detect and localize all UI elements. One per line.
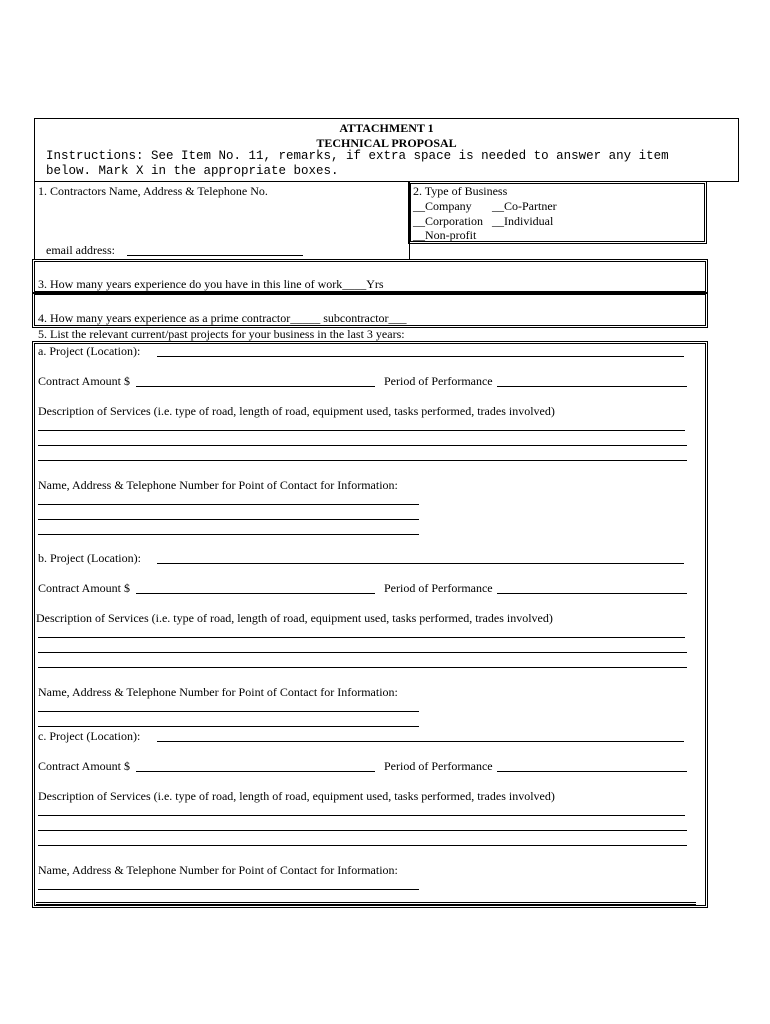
instructions-line-2: below. Mark X in the appropriate boxes. xyxy=(46,164,339,178)
project-a-location-field[interactable] xyxy=(157,356,684,357)
project-b-location-label: b. Project (Location): xyxy=(38,551,141,565)
project-c-contract-label: Contract Amount $ xyxy=(38,759,130,773)
contractor-name-field[interactable] xyxy=(38,199,403,239)
project-b-contract-label: Contract Amount $ xyxy=(38,581,130,595)
form-subtitle: TECHNICAL PROPOSAL xyxy=(316,136,457,150)
email-field[interactable] xyxy=(127,255,303,256)
project-c-period-label: Period of Performance xyxy=(384,759,493,773)
projects-list-label: 5. List the relevant current/past projects for your business in the last 3 years: xyxy=(38,327,405,341)
email-label: email address: xyxy=(46,243,115,257)
project-a-contract-field[interactable] xyxy=(136,386,375,387)
project-c-description-label: Description of Services (i.e. type of road, length of road, equipment used, tasks performed, trades involved) xyxy=(38,789,555,803)
project-b-contact-label: Name, Address & Telephone Number for Point of Contact for Information: xyxy=(38,685,398,699)
business-type-label: 2. Type of Business xyxy=(413,184,508,198)
project-b-period-label: Period of Performance xyxy=(384,581,493,595)
option-co-partner[interactable]: __Co-Partner xyxy=(492,199,557,213)
project-c-contract-field[interactable] xyxy=(136,771,375,772)
instructions-line-1: Instructions: See Item No. 11, remarks, if extra space is needed to answer any item xyxy=(46,149,669,163)
project-b-description-line-2[interactable] xyxy=(38,652,687,653)
project-c-location-field[interactable] xyxy=(157,741,684,742)
project-b-location-field[interactable] xyxy=(157,563,684,564)
form-title: ATTACHMENT 1 xyxy=(339,121,434,135)
project-a-description-label: Description of Services (i.e. type of road, length of road, equipment used, tasks performed, trades involved) xyxy=(38,404,555,418)
project-a-contact-line-1[interactable] xyxy=(38,504,419,505)
project-c-location-label: c. Project (Location): xyxy=(38,729,141,743)
project-a-description-line-3[interactable] xyxy=(38,460,687,461)
project-a-period-field[interactable] xyxy=(497,386,687,387)
project-b-description-line-3[interactable] xyxy=(38,667,687,668)
option-individual[interactable]: __Individual xyxy=(492,214,554,228)
project-b-period-field[interactable] xyxy=(497,593,687,594)
project-a-location-label: a. Project (Location): xyxy=(38,344,141,358)
project-a-contact-line-2[interactable] xyxy=(38,519,419,520)
project-b-contact-line-1[interactable] xyxy=(38,711,419,712)
prime-sub-label[interactable]: 4. How many years experience as a prime contractor_____ subcontractor___ xyxy=(38,311,407,325)
project-c-contact-label: Name, Address & Telephone Number for Point of Contact for Information: xyxy=(38,863,398,877)
project-a-description-line-1[interactable] xyxy=(38,430,685,431)
project-a-contact-label: Name, Address & Telephone Number for Point of Contact for Information: xyxy=(38,478,398,492)
contractor-name-label: 1. Contractors Name, Address & Telephone No. xyxy=(38,184,268,198)
option-corporation[interactable]: __Corporation xyxy=(413,214,483,228)
option-company[interactable]: __Company xyxy=(413,199,472,213)
projects-box-bottom-rule xyxy=(36,902,696,905)
project-b-description-line-1[interactable] xyxy=(38,637,685,638)
project-b-contract-field[interactable] xyxy=(136,593,375,594)
project-a-contract-label: Contract Amount $ xyxy=(38,374,130,388)
project-a-description-line-2[interactable] xyxy=(38,445,687,446)
project-c-period-field[interactable] xyxy=(497,771,687,772)
project-c-contact-line-1[interactable] xyxy=(38,889,419,890)
project-a-period-label: Period of Performance xyxy=(384,374,493,388)
project-c-description-line-3[interactable] xyxy=(38,845,687,846)
option-non-profit[interactable]: __Non-profit xyxy=(413,228,477,242)
project-a-contact-line-3[interactable] xyxy=(38,534,419,535)
project-b-description-label: Description of Services (i.e. type of road, length of road, equipment used, tasks performed, trades involved) xyxy=(36,611,553,625)
project-b-contact-line-2[interactable] xyxy=(38,726,419,727)
years-experience-label[interactable]: 3. How many years experience do you have in this line of work____Yrs xyxy=(38,277,384,291)
project-c-description-line-1[interactable] xyxy=(38,815,685,816)
project-c-description-line-2[interactable] xyxy=(38,830,687,831)
